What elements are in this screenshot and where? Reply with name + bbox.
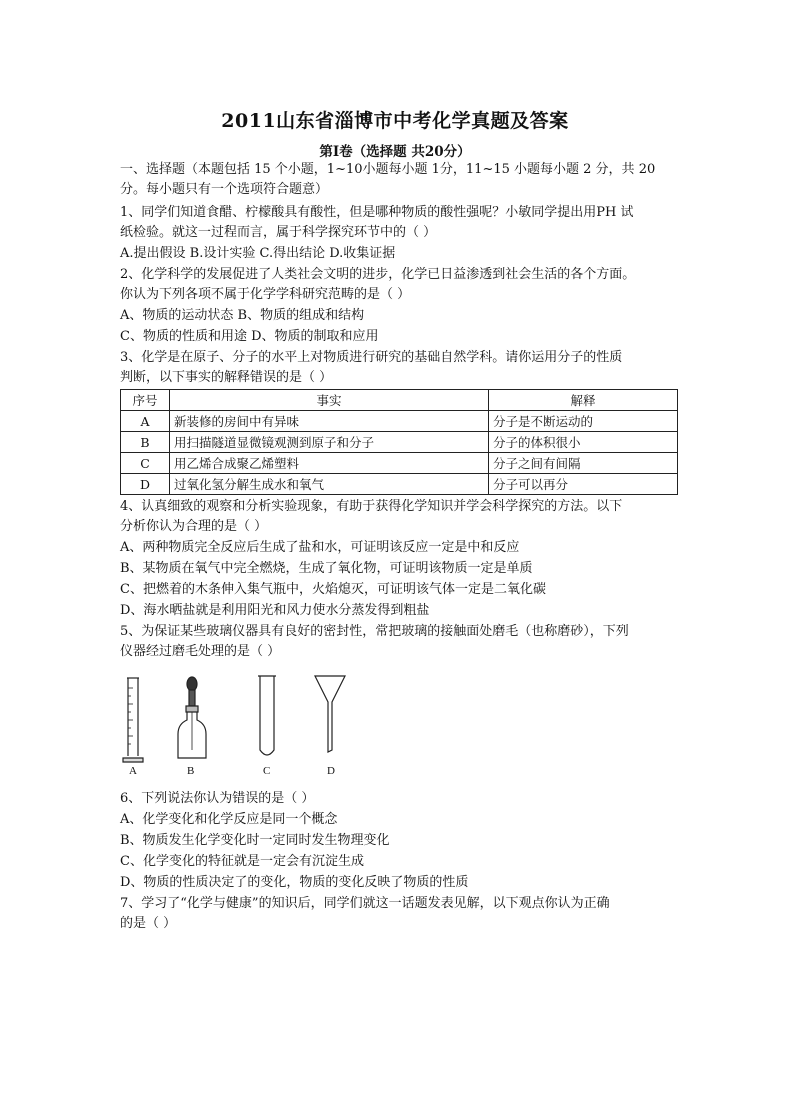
table-cell: 过氧化氢分解生成水和氧气 — [170, 474, 489, 495]
table-cell: 分子之间有间隔 — [489, 453, 678, 474]
q6-option-c: C、化学变化的特征就是一定会有沉淀生成 — [120, 854, 364, 869]
q7-stem-line-2: 的是（ ） — [120, 916, 177, 931]
q5-stem-line-1: 5、为保证某些玻璃仪器具有良好的密封性，常把玻璃的接触面处磨毛（也称磨砂），下列 — [120, 624, 629, 639]
apparatus-label-c: C — [263, 765, 271, 777]
q4-option-d: D、海水晒盐就是利用阳光和风力使水分蒸发得到粗盐 — [120, 603, 430, 618]
q2-options-ab: A、物质的运动状态 B、物质的组成和结构 — [120, 308, 365, 323]
q3-facts-table — [120, 389, 678, 495]
table-cell: 用乙烯合成聚乙烯塑料 — [170, 453, 489, 474]
q7-stem-line-1: 7、学习了“化学与健康”的知识后，同学们就这一话题发表见解，以下观点你认为正确 — [120, 896, 610, 911]
table-header-row — [121, 390, 678, 411]
table-cell: A — [121, 411, 170, 432]
table-cell: B — [121, 432, 170, 453]
q6-stem: 6、下列说法你认为错误的是（ ） — [120, 791, 315, 806]
section-intro-line-2: 分。每小题只有一个选项符合题意） — [120, 182, 329, 197]
glassware-figure — [120, 672, 360, 782]
q4-option-b: B、某物质在氧气中完全燃烧，生成了氧化物，可证明该物质一定是单质 — [120, 561, 533, 576]
table-cell: 新装修的房间中有异味 — [170, 411, 489, 432]
q6-option-d: D、物质的性质决定了的变化，物质的变化反映了物质的性质 — [120, 875, 469, 890]
table-cell: 分子的体积很小 — [489, 432, 678, 453]
q1-options: A.提出假设 B.设计实验 C.得出结论 D.收集证据 — [120, 246, 396, 261]
section-subtitle: 第Ⅰ卷（选择题 共20分） — [319, 144, 471, 160]
q3-stem-line-1: 3、化学是在原子、分子的水平上对物质进行研究的基础自然学科。请你运用分子的性质 — [120, 350, 623, 365]
q2-options-cd: C、物质的性质和用途 D、物质的制取和应用 — [120, 329, 379, 344]
page-title: 2011山东省淄博市中考化学真题及答案 — [221, 110, 569, 132]
table-row — [121, 411, 678, 432]
q1-stem-line-2: 纸检验。就这一过程而言，属于科学探究环节中的（ ） — [120, 225, 437, 240]
q2-stem-line-1: 2、化学科学的发展促进了人类社会文明的进步，化学已日益渗透到社会生活的各个方面。 — [120, 267, 636, 282]
table-cell: 分子是不断运动的 — [489, 411, 678, 432]
q4-option-a: A、两种物质完全反应后生成了盐和水，可证明该反应一定是中和反应 — [120, 540, 520, 555]
q6-option-b: B、物质发生化学变化时一定同时发生物理变化 — [120, 833, 390, 848]
q6-option-a: A、化学变化和化学反应是同一个概念 — [120, 812, 338, 827]
apparatus-label-d: D — [327, 765, 335, 777]
q4-stem-line-2: 分析你认为合理的是（ ） — [120, 519, 268, 534]
q3-stem-line-2: 判断，以下事实的解释错误的是（ ） — [120, 370, 333, 385]
apparatus-label-b: B — [187, 765, 195, 777]
table-cell: C — [121, 453, 170, 474]
q1-stem-line-1: 1、同学们知道食醋、柠檬酸具有酸性，但是哪种物质的酸性强呢？小敏同学提出用PH 试 — [120, 205, 634, 220]
q4-option-c: C、把燃着的木条伸入集气瓶中，火焰熄灭，可证明该气体一定是二氧化碳 — [120, 582, 546, 597]
table-row — [121, 432, 678, 453]
table-row — [121, 453, 678, 474]
table-header-cell: 解释 — [489, 390, 678, 411]
funnel-icon — [315, 676, 345, 752]
table-cell: 用扫描隧道显微镜观测到原子和分子 — [170, 432, 489, 453]
q4-stem-line-1: 4、认真细致的观察和分析实验现象，有助于获得化学知识并学会科学探究的方法。以下 — [120, 499, 623, 514]
test-tube-icon — [258, 676, 276, 755]
section-intro-line-1: 一、选择题（本题包括 15 个小题，1~10小题每小题 1分，11~15 小题每小题 2 分，共 20 — [120, 162, 656, 177]
table-header-cell: 事实 — [170, 390, 489, 411]
q2-stem-line-2: 你认为下列各项不属于化学学科研究范畴的是（ ） — [120, 287, 411, 302]
q5-stem-line-2: 仪器经过磨毛处理的是（ ） — [120, 644, 281, 659]
dropper-bottle-icon — [178, 677, 206, 758]
apparatus-label-a: A — [129, 765, 137, 777]
table-row — [121, 474, 678, 495]
table-cell: D — [121, 474, 170, 495]
table-cell: 分子可以再分 — [489, 474, 678, 495]
graduated-cylinder-icon — [123, 678, 143, 762]
table-header-cell: 序号 — [121, 390, 170, 411]
